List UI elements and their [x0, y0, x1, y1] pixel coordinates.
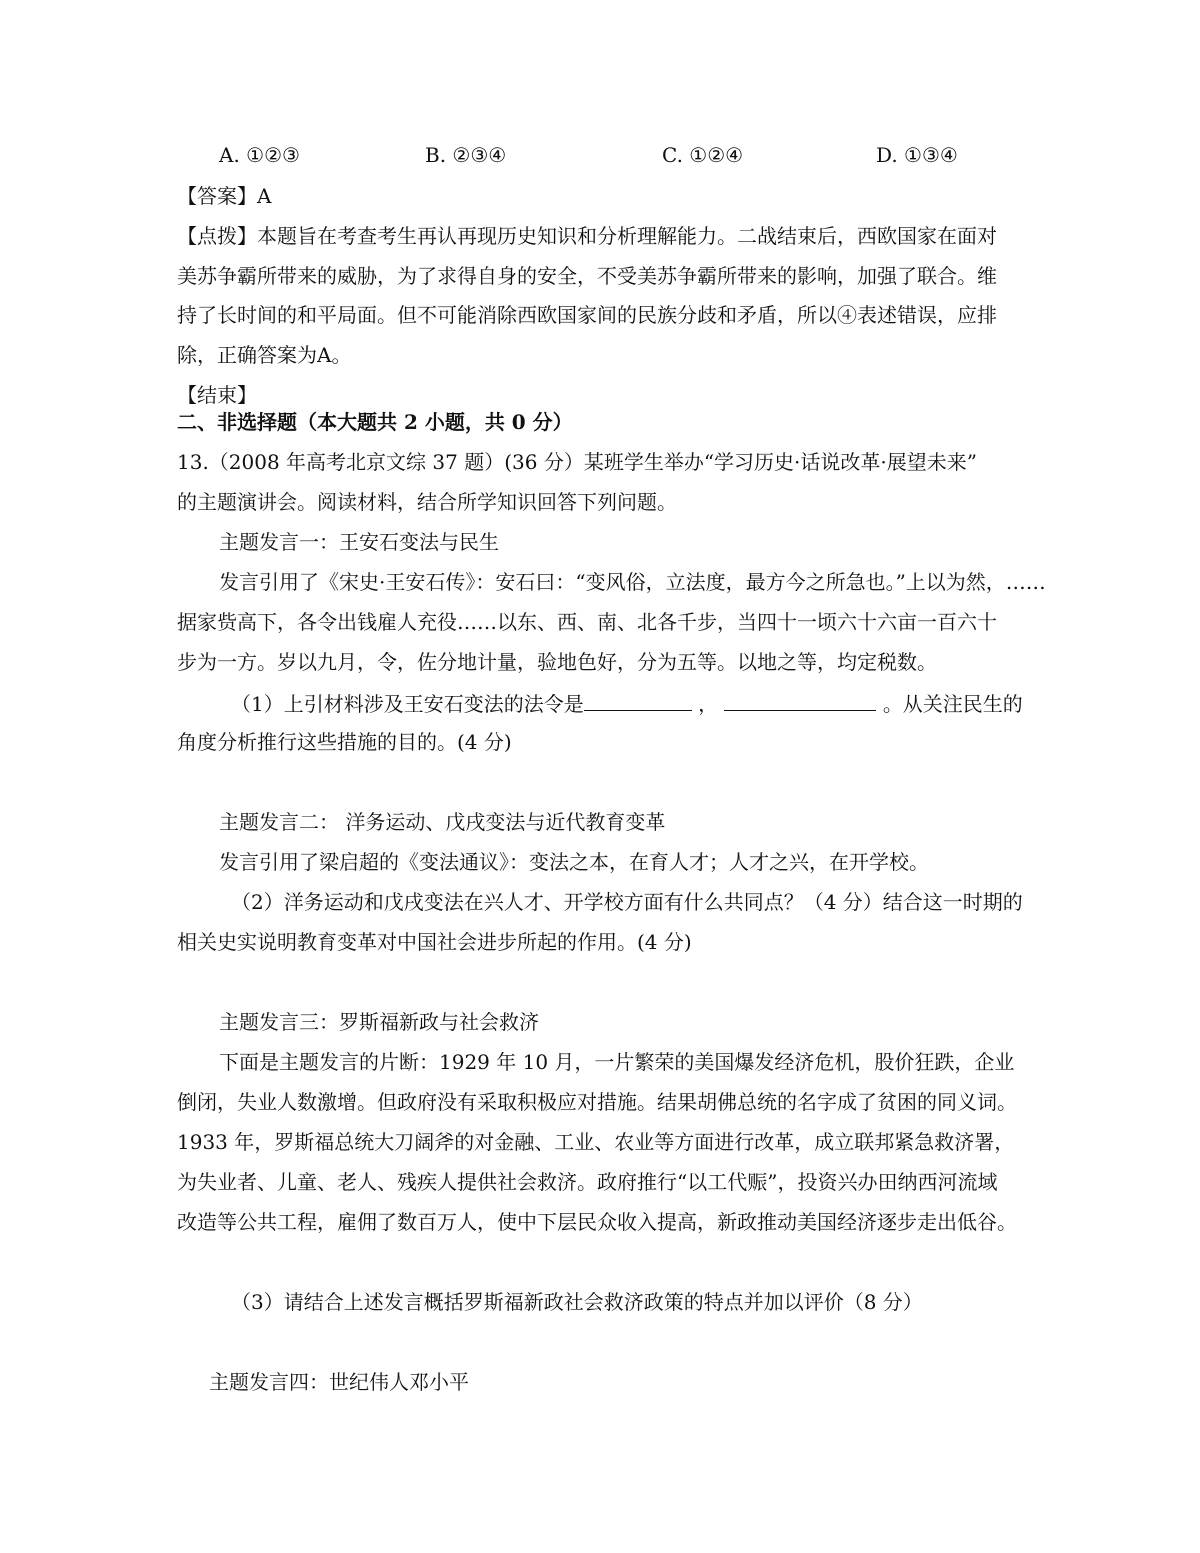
question-line-2: 的主题演讲会。阅读材料，结合所学知识回答下列问题。: [177, 490, 677, 514]
option-b: B. ②③④: [425, 143, 507, 167]
end-mark: 【结束】: [177, 383, 257, 407]
topic3-paragraph-line-3: 1933 年，罗斯福总统大刀阔斧的对金融、工业、农业等方面进行改革，成立联邦紧急救济署，: [177, 1130, 1015, 1154]
topic3-paragraph-line-2: 倒闭，失业人数激增。但政府没有采取积极应对措施。结果胡佛总统的名字成了贫困的同义词。: [177, 1090, 1017, 1114]
topic1-quote-line-2: 据家赀高下，各令出钱雇人充役……以东、西、南、北各千步，当四十一顷六十六亩一百六十: [177, 610, 997, 634]
topic1-question-tail: 。从关注民生的: [882, 692, 1023, 716]
blank-separator: ，: [698, 692, 719, 716]
topic2-title: 主题发言二： 洋务运动、戊戌变法与近代教育变革: [219, 810, 666, 834]
hint-line-2: 美苏争霸所带来的威胁，为了求得自身的安全，不受美苏争霸所带来的影响，加强了联合。维: [177, 264, 997, 288]
topic4-title: 主题发言四：世纪伟人邓小平: [209, 1370, 469, 1394]
topic3-paragraph-line-4: 为失业者、儿童、老人、残疾人提供社会救济。政府推行“以工代赈”，投资兴办田纳西河流域: [177, 1170, 998, 1194]
topic1-quote-line-3: 步为一方。岁以九月，令，佐分地计量，验地色好，分为五等。以地之等，均定税数。: [177, 650, 937, 674]
hint-line-3: 持了长时间的和平局面。但不可能消除西欧国家间的民族分歧和矛盾，所以④表述错误，应排: [177, 303, 997, 327]
topic3-title: 主题发言三：罗斯福新政与社会救济: [219, 1010, 539, 1034]
topic2-question-line-1: （2）洋务运动和戊戌变法在兴人才、开学校方面有什么共同点？（4 分）结合这一时期的: [231, 890, 1023, 914]
option-d: D. ①③④: [876, 143, 958, 167]
topic3-question: （3）请结合上述发言概括罗斯福新政社会救济政策的特点并加以评价（8 分）: [231, 1290, 923, 1314]
topic1-question-line-2: 角度分析推行这些措施的目的。(4 分): [177, 730, 512, 754]
topic2-question-line-2: 相关史实说明教育变革对中国社会进步所起的作用。(4 分): [177, 930, 692, 954]
topic1-quote-line-1: 发言引用了《宋史·王安石传》：安石曰：“变风俗，立法度，最方今之所急也。”上以为然，……: [219, 570, 1046, 594]
topic3-paragraph-line-5: 改造等公共工程，雇佣了数百万人，使中下层民众收入提高，新政推动美国经济逐步走出低谷。: [177, 1210, 1017, 1234]
answer-line: 【答案】A: [177, 184, 272, 208]
topic2-quote: 发言引用了梁启超的《变法通议》：变法之本，在育人才；人才之兴，在开学校。: [219, 850, 929, 874]
hint-line-4: 除，正确答案为A。: [177, 343, 352, 367]
answer-blank-1[interactable]: [584, 688, 692, 711]
topic3-paragraph-line-1: 下面是主题发言的片断：1929 年 10 月，一片繁荣的美国爆发经济危机，股价狂跌，企业: [219, 1050, 1015, 1074]
hint-line-1: 【点拨】本题旨在考查考生再认再现历史知识和分析理解能力。二战结束后，西欧国家在面对: [177, 224, 997, 248]
answer-blank-2[interactable]: [724, 688, 876, 711]
topic1-title: 主题发言一：王安石变法与民生: [219, 530, 499, 554]
topic1-question-line-1: [231, 688, 1081, 718]
question-line-1: 13.（2008 年高考北京文综 37 题）(36 分）某班学生举办“学习历史·话说改革·展望未来”: [177, 450, 977, 474]
section-title: 二、非选择题（本大题共 2 小题，共 0 分）: [177, 410, 573, 434]
topic1-question-text: （1）上引材料涉及王安石变法的法令是: [231, 692, 584, 716]
option-c: C. ①②④: [662, 143, 744, 167]
option-a: A. ①②③: [219, 143, 300, 167]
